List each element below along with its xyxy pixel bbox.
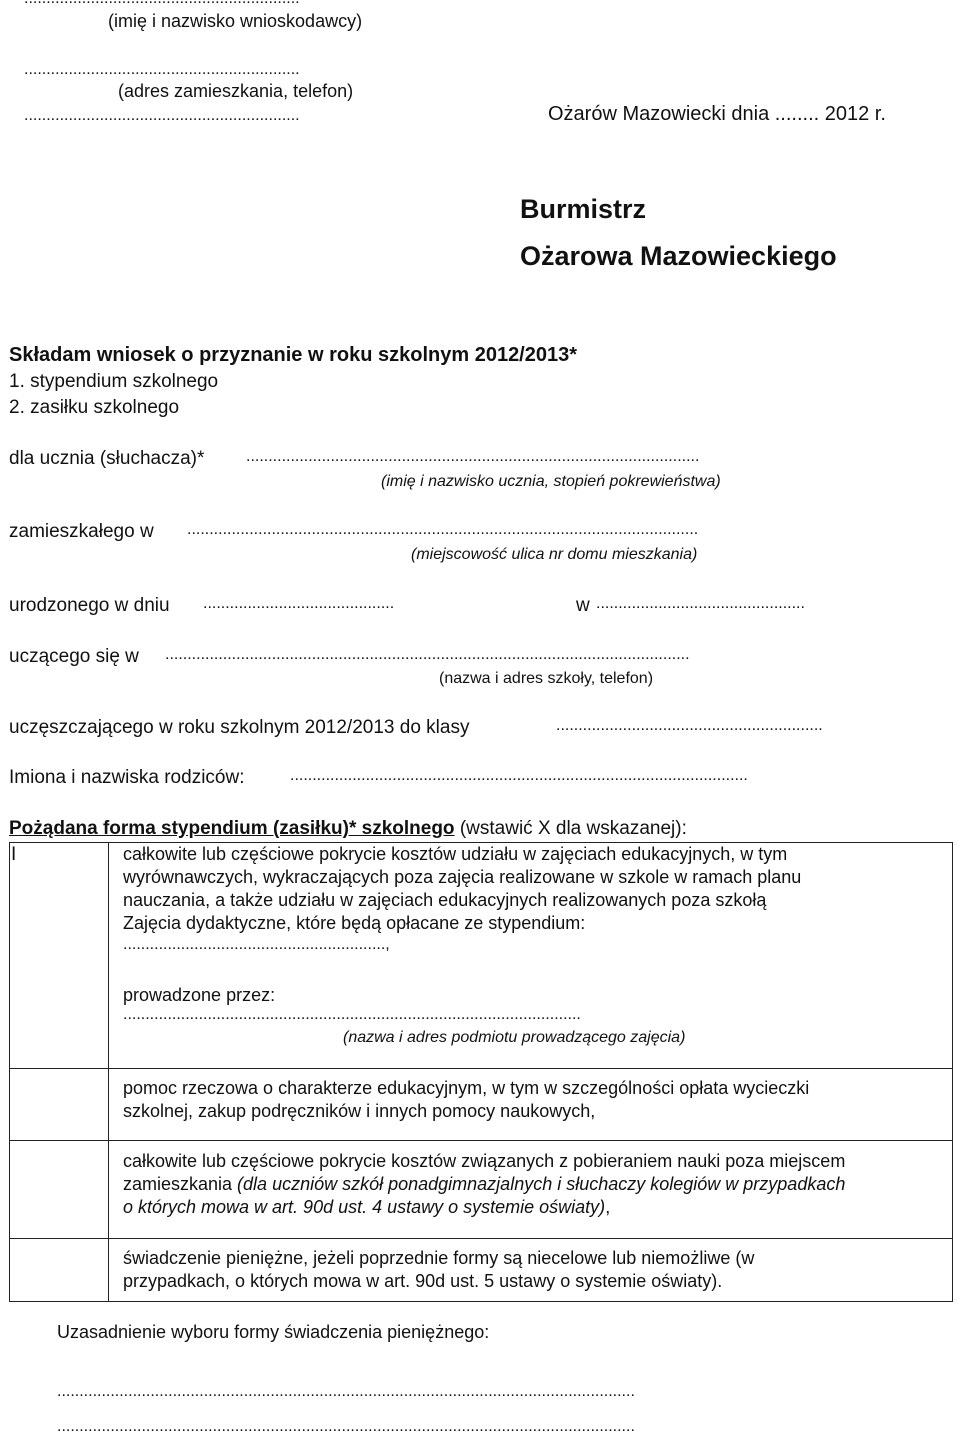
applicant-name-dots[interactable] <box>24 0 300 7</box>
residence-dots[interactable]: ................................................................................................................... <box>187 521 699 538</box>
form-options-table <box>9 842 953 1302</box>
justification-dots[interactable]: .................................................................................................................................. <box>57 1383 635 1400</box>
class-dots[interactable]: ............................................................ <box>556 717 823 734</box>
justification-label: Uzasadnienie wyboru formy świadczenia pieniężnego: <box>57 1322 490 1342</box>
birth-place-dots[interactable]: ............................................... <box>596 595 805 612</box>
conducted-by-label: prowadzone przez: <box>123 985 276 1005</box>
address-caption: (adres zamieszkania, telefon) <box>118 81 354 101</box>
classes-dots[interactable]: ..........................................................., <box>123 936 390 953</box>
extra-dots[interactable]: .............................................................. <box>24 107 300 124</box>
application-title: Składam wniosek o przyznanie w roku szkolnym 2012/2013* <box>9 344 578 366</box>
address-dots[interactable]: .............................................................. <box>24 61 300 78</box>
student-label: dla ucznia (słuchacza)* <box>9 448 205 469</box>
option-4-line: świadczenie pieniężne, jeżeli poprzednie formy są niecelowe lub niemożliwe (w <box>123 1248 755 1268</box>
option-1-marker[interactable]: I <box>11 844 17 865</box>
option-2-line: szkolnej, zakup podręczników i innych pomocy naukowych, <box>123 1101 596 1121</box>
table-row-divider-3 <box>9 1238 953 1239</box>
option-1-line: nauczania, a także udziału w zajęciach edukacyjnych realizowanych poza szkołą <box>123 890 767 910</box>
parents-dots[interactable]: ....................................................................................................... <box>290 767 748 784</box>
option-stipend: 1. stypendium szkolnego <box>9 371 219 392</box>
table-column-divider <box>108 842 109 1302</box>
student-caption: (imię i nazwisko ucznia, stopień pokrewieństwa) <box>381 473 721 490</box>
school-caption: (nazwa i adres szkoły, telefon) <box>439 670 654 687</box>
class-label: uczęszczającego w roku szkolnym 2012/2013 do klasy <box>9 717 470 738</box>
table-row-divider-2 <box>9 1140 953 1141</box>
table-row-divider-1 <box>9 1068 953 1069</box>
form-section-note: (wstawić X dla wskazanej): <box>459 818 687 839</box>
place-date: Ożarów Mazowiecki dnia ........ 2012 r. <box>548 103 886 125</box>
birth-place-w: w <box>576 595 590 616</box>
option-allowance: 2. zasiłku szkolnego <box>9 397 180 418</box>
school-dots[interactable]: ...................................................................................................................... <box>165 646 690 663</box>
option-2-line: pomoc rzeczowa o charakterze edukacyjnym, w tym w szczególności opłata wycieczki <box>123 1078 810 1098</box>
birth-date-dots[interactable]: ........................................... <box>203 595 395 612</box>
form-section-heading <box>9 819 687 838</box>
residence-label: zamieszkałego w <box>9 521 154 542</box>
birth-label: urodzonego w dniu <box>9 595 170 616</box>
residence-caption: (miejscowość ulica nr domu mieszkania) <box>411 546 698 563</box>
option-3-line: o których mowa w art. 90d ust. 4 ustawy o systemie oświaty), <box>123 1197 611 1217</box>
option-1-line: całkowite lub częściowe pokrycie kosztów udziału w zajęciach edukacyjnych, w tym <box>123 844 788 864</box>
applicant-name-caption: (imię i nazwisko wnioskodawcy) <box>108 11 363 31</box>
conducted-by-dots[interactable]: ....................................................................................................... <box>123 1006 581 1023</box>
option-3-line: całkowite lub częściowe pokrycie kosztów związanych z pobieraniem nauki poza miejscem <box>123 1151 846 1171</box>
addressee-line2: Ożarowa Mazowieckiego <box>520 241 837 271</box>
form-section-title: Pożądana forma stypendium (zasiłku)* szkolnego <box>9 818 455 839</box>
option-1-line: Zajęcia dydaktyczne, które będą opłacane ze stypendium: <box>123 913 586 933</box>
student-dots[interactable]: ...................................................................................................... <box>246 448 700 465</box>
school-label: uczącego się w <box>9 646 139 667</box>
option-3-line: zamieszkania (dla uczniów szkół ponadgimnazjalnych i słuchaczy kolegiów w przypadkach <box>123 1174 846 1194</box>
option-4-line: przypadkach, o których mowa w art. 90d ust. 5 ustawy o systemie oświaty). <box>123 1271 723 1291</box>
addressee-line1: Burmistrz <box>520 194 647 224</box>
justification-dots[interactable]: .................................................................................................................................. <box>57 1418 635 1435</box>
parents-label: Imiona i nazwiska rodziców: <box>9 767 245 788</box>
conducted-by-caption: (nazwa i adres podmiotu prowadzącego zajęcia) <box>343 1029 686 1046</box>
option-1-line: wyrównawczych, wykraczających poza zajęcia realizowane w szkole w ramach planu <box>123 867 802 887</box>
